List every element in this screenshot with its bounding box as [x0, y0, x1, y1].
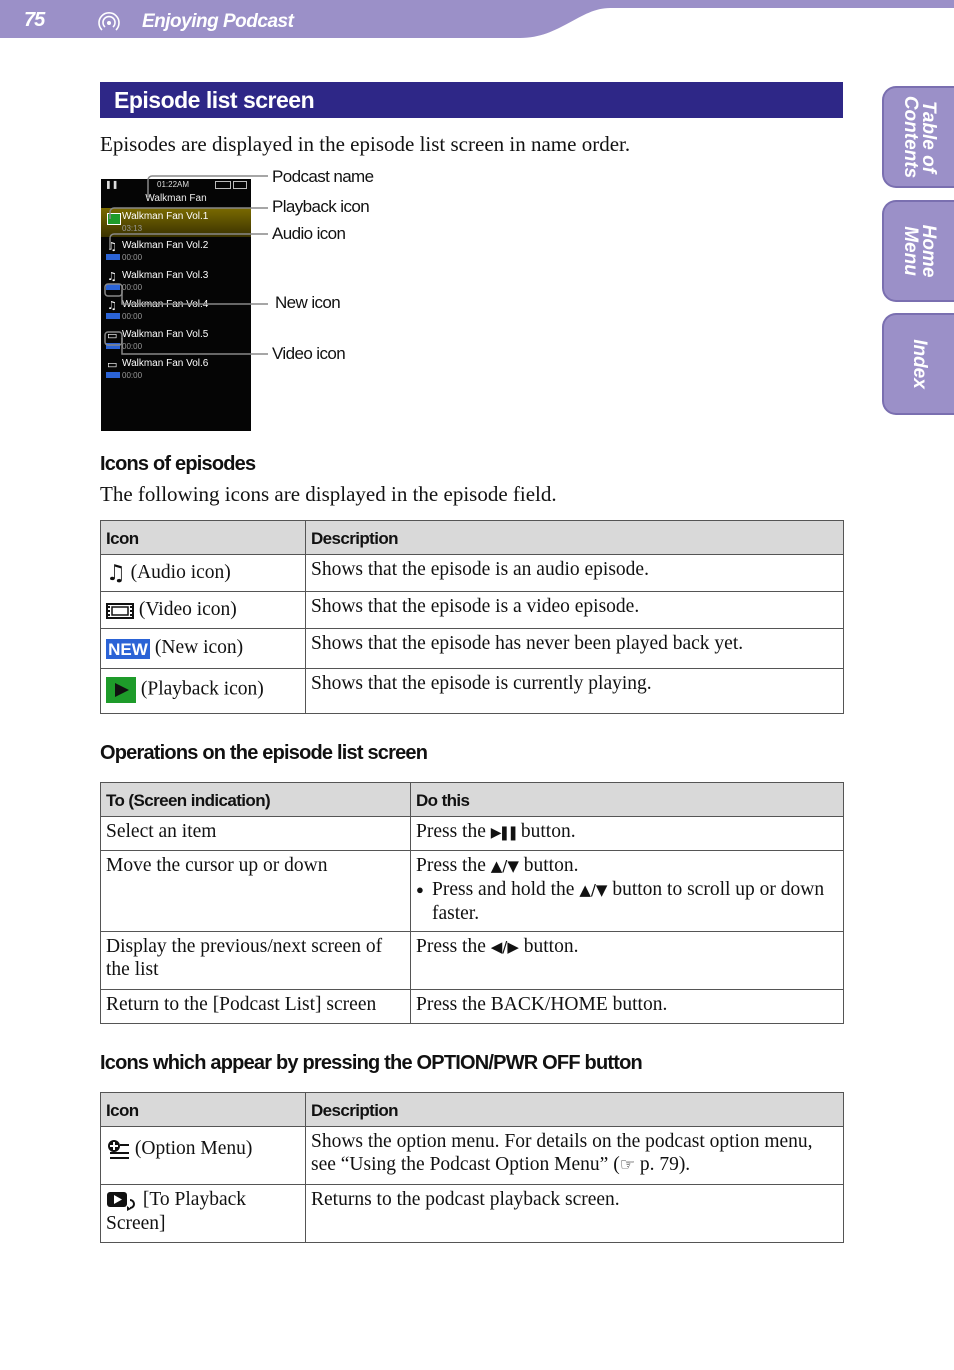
- option-col-description: Description: [306, 1093, 844, 1127]
- callout-playback-icon: Playback icon: [272, 197, 370, 216]
- operations-table: [100, 782, 844, 1024]
- device-row: ♫ Walkman Fan Vol.2 00:00: [107, 240, 209, 262]
- table-row: Select an item Press the ▶❚❚ button.: [101, 817, 844, 851]
- device-row: ▭ Walkman Fan Vol.5 00:00: [107, 329, 209, 351]
- pause-icon: ❚❚: [105, 180, 119, 189]
- device-podcast-name: Walkman Fan: [145, 193, 207, 204]
- playback-icon: [106, 677, 136, 703]
- icons-col-icon: Icon: [101, 521, 306, 555]
- icons-table: [100, 520, 844, 714]
- device-audio-icon: ♫: [107, 299, 117, 312]
- section-intro: Episodes are displayed in the episode list screen in name order.: [100, 132, 631, 156]
- table-row: (Video icon) Shows that the episode is a video episode.: [101, 592, 844, 629]
- callout-audio-icon: Audio icon: [272, 224, 346, 243]
- icons-heading: Icons of episodes: [100, 453, 256, 475]
- section-title: Episode list screen: [114, 87, 315, 113]
- device-row: Walkman Fan Vol.1 03:13: [101, 208, 251, 237]
- callout-lines: [100, 170, 275, 370]
- device-audio-icon: ♫: [107, 270, 117, 283]
- table-row: NEW (New icon) Shows that the episode has never been played back yet.: [101, 629, 844, 669]
- page-number: 75: [24, 9, 45, 31]
- operations-col-to: To (Screen indication): [101, 783, 411, 817]
- tab-index[interactable]: Index: [882, 313, 954, 415]
- option-menu-icon: [106, 1139, 130, 1161]
- table-row: (Playback icon) Shows that the episode is currently playing.: [101, 669, 844, 714]
- video-icon: [106, 602, 134, 620]
- reference-hand-icon: ☞: [619, 1155, 635, 1175]
- up-down-symbol: ▲/▼: [579, 881, 608, 899]
- audio-icon: ♫: [106, 560, 126, 586]
- icons-intro: The following icons are displayed in the episode field.: [100, 482, 557, 506]
- svg-text:NEW: NEW: [108, 639, 148, 659]
- device-new-icon: [106, 372, 120, 378]
- table-row: (Option Menu) Shows the option menu. For details on the podcast option menu, see “Using the Podcast Option Menu” (☞ p. 79).: [101, 1127, 844, 1185]
- play-pause-symbol: ▶❚❚: [490, 825, 516, 841]
- callout-new-icon: New icon: [275, 293, 341, 312]
- callout-video-icon: Video icon: [272, 344, 346, 363]
- tab-home-menu[interactable]: Home Menu: [882, 200, 954, 302]
- table-row: Display the previous/next screen of the list Press the ◀/▶ button.: [101, 932, 844, 990]
- new-icon: [106, 639, 150, 659]
- up-down-symbol: ▲/▼: [490, 857, 519, 875]
- chapter-title: Enjoying Podcast: [142, 11, 294, 32]
- option-col-icon: Icon: [101, 1093, 306, 1127]
- page-header: [0, 0, 954, 40]
- operations-col-do: Do this: [411, 783, 844, 817]
- device-row: ♫ Walkman Fan Vol.4 00:00: [107, 299, 209, 321]
- table-row: [To Playback Screen] Returns to the podcast playback screen.: [101, 1185, 844, 1243]
- left-right-symbol: ◀/▶: [490, 938, 519, 956]
- device-audio-icon: ♫: [107, 240, 117, 253]
- option-heading: Icons which appear by pressing the OPTION/PWR OFF button: [100, 1052, 642, 1074]
- device-row: ▭ Walkman Fan Vol.6 00:00: [107, 358, 209, 380]
- table-row: Return to the [Podcast List] screen Press the BACK/HOME button.: [101, 990, 844, 1024]
- icons-col-description: Description: [306, 521, 844, 555]
- section-title-bar: [100, 82, 843, 118]
- callout-podcast-name: Podcast name: [272, 167, 374, 186]
- table-row: Move the cursor up or down Press the ▲/▼ button. ● Press and hold the ▲/▼ button to scroll up or down faster.: [101, 851, 844, 932]
- device-clock: 01:22AM: [157, 180, 190, 189]
- to-playback-screen-icon: [106, 1190, 138, 1212]
- table-row: ♫ (Audio icon) Shows that the episode is an audio episode.: [101, 555, 844, 592]
- option-table: [100, 1092, 844, 1243]
- device-row: ♫ Walkman Fan Vol.3 00:00: [107, 270, 209, 292]
- tab-table-of-contents[interactable]: Table of Contents: [882, 86, 954, 188]
- device-video-icon: ▭: [107, 329, 118, 342]
- device-video-icon: ▭: [107, 358, 118, 371]
- podcast-icon: [98, 12, 120, 34]
- operations-heading: Operations on the episode list screen: [100, 742, 428, 764]
